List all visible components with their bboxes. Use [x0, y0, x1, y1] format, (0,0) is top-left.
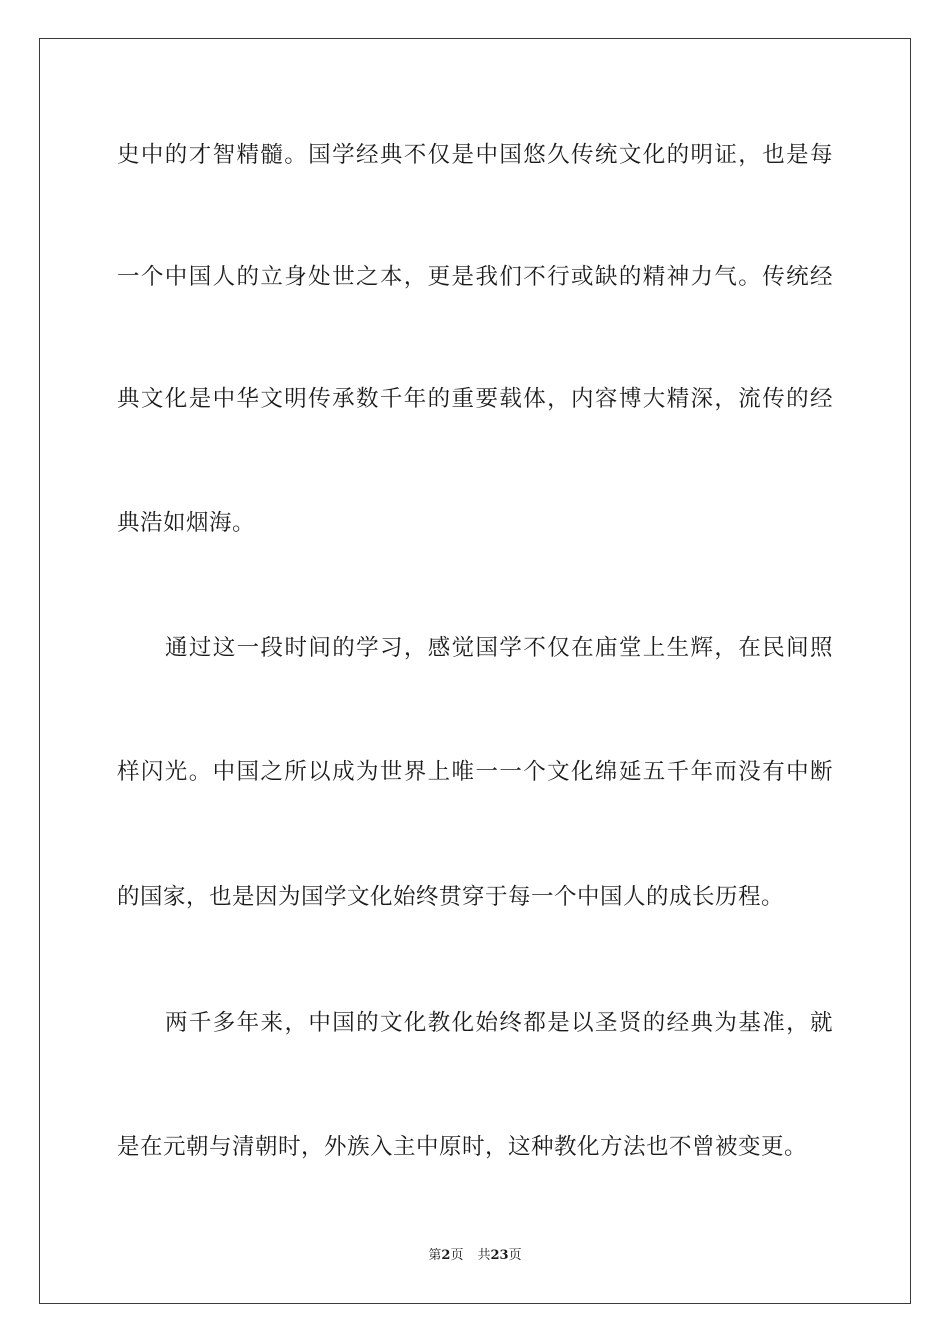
- total-suffix: 页: [508, 1248, 522, 1263]
- text-line-5: 通过这一段时间的学习，感觉国学不仅在庙堂上生辉，在民间照: [165, 635, 833, 661]
- page-prefix: 第: [428, 1248, 442, 1263]
- text-line-9: 是在元朝与清朝时，外族入主中原时，这种教化方法也不曾被变更。: [117, 1134, 808, 1160]
- text-line-3: 典文化是中华文明传承数千年的重要载体，内容博大精深，流传的经: [117, 386, 833, 412]
- text-line-4: 典浩如烟海。: [117, 510, 256, 536]
- text-line-1: 史中的才智精髓。国学经典不仅是中国悠久传统文化的明证，也是每: [117, 142, 833, 168]
- page-number: 2: [441, 1248, 451, 1263]
- page-frame: [39, 38, 911, 1304]
- text-line-7: 的国家，也是因为国学文化始终贯穿于每一个中国人的成长历程。: [117, 884, 785, 910]
- page-footer: [0, 1247, 950, 1265]
- text-line-8: 两千多年来，中国的文化教化始终都是以圣贤的经典为基准，就: [165, 1010, 833, 1036]
- total-prefix: 共: [477, 1248, 491, 1263]
- page-suffix: 页: [450, 1248, 464, 1263]
- total-pages: 23: [490, 1248, 509, 1263]
- text-line-2: 一个中国人的立身处世之本，更是我们不行或缺的精神力气。传统经: [117, 264, 833, 290]
- text-line-6: 样闪光。中国之所以成为世界上唯一一个文化绵延五千年而没有中断: [117, 759, 833, 785]
